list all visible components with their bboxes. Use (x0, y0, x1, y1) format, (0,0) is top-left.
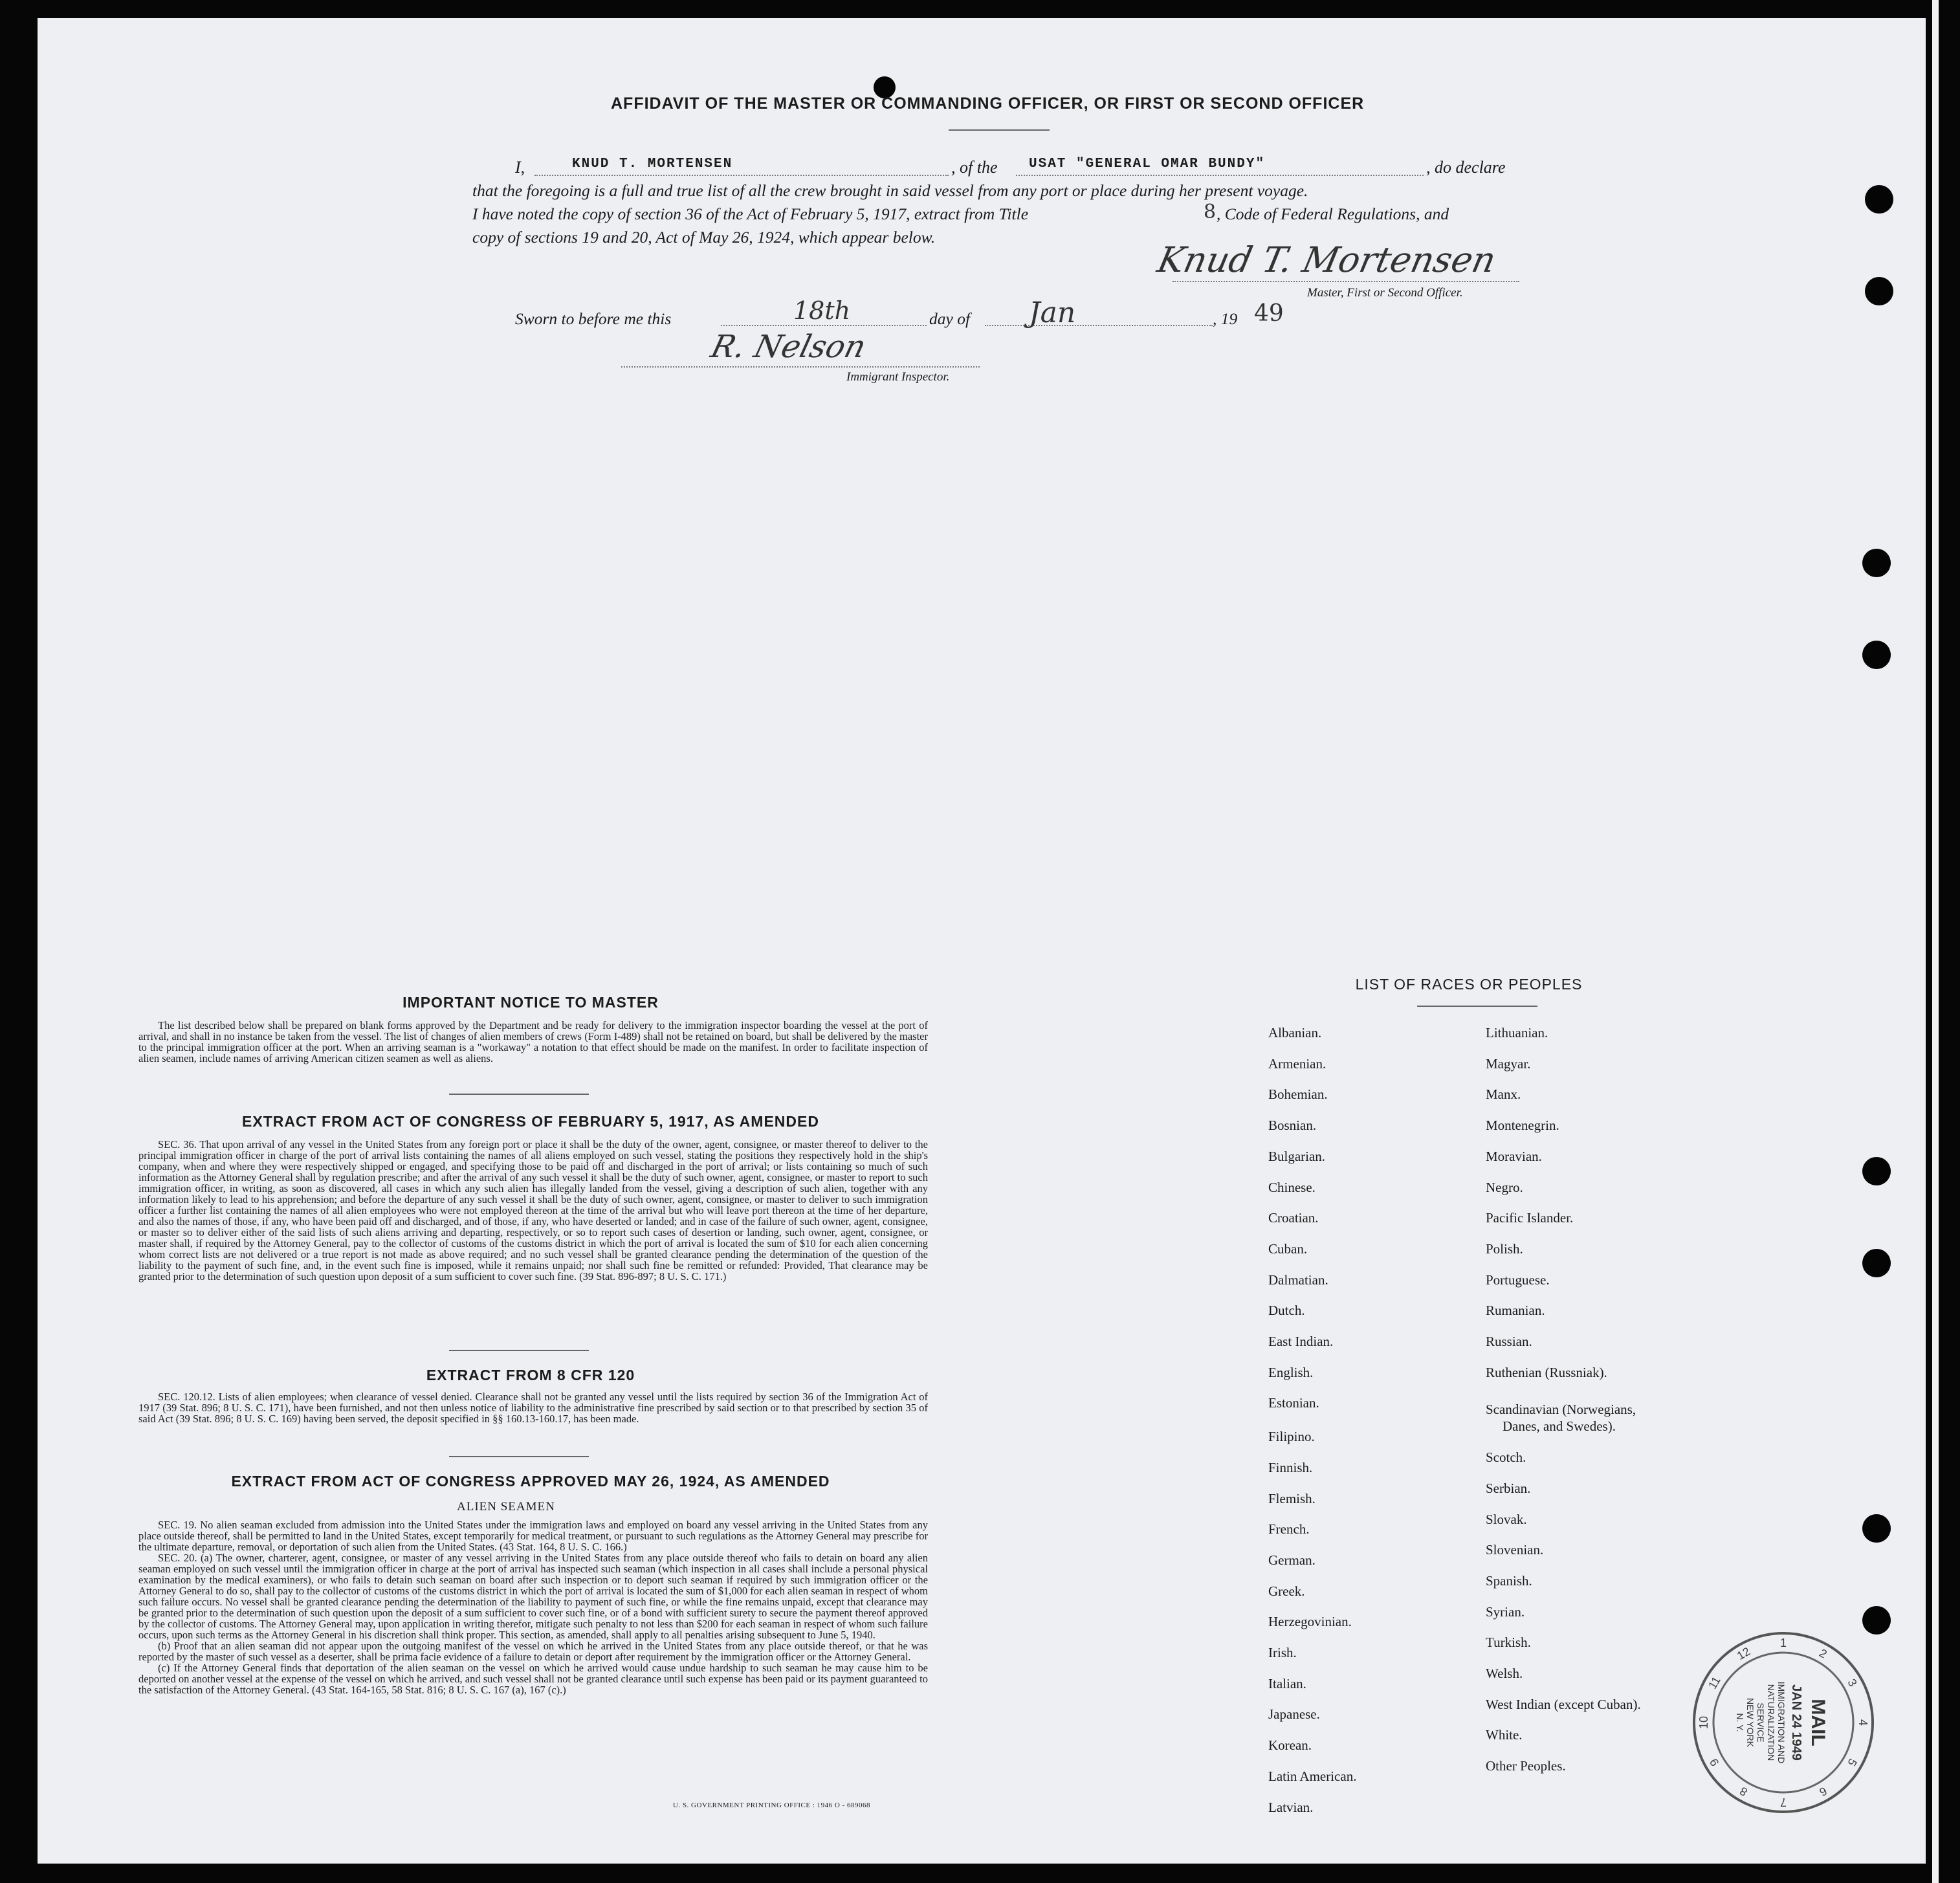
punch-hole (1862, 1157, 1891, 1185)
stamp-date: JAN 24 1949 (1789, 1684, 1803, 1761)
race-item: Turkish. (1486, 1635, 1531, 1651)
affidavit-title: AFFIDAVIT OF THE MASTER OR COMMANDING OFFICER, OR FIRST OR SECOND OFFICER (611, 94, 1365, 113)
race-item: Greek. (1268, 1583, 1305, 1599)
affidavit-line4: copy of sections 19 and 20, Act of May 26, 1924, which appear below. (472, 228, 936, 247)
year-prefix: , 19 (1213, 309, 1238, 328)
notice-heading: IMPORTANT NOTICE TO MASTER (402, 994, 659, 1011)
punch-hole (1862, 641, 1891, 669)
race-item: Rumanian. (1486, 1303, 1545, 1319)
stamp-digit: 6 (1817, 1784, 1829, 1799)
day-of-text: day of (929, 309, 971, 328)
affidavit-line3a: I have noted the copy of section 36 of the Act of February 5, 1917, extract from Title (472, 204, 1029, 223)
stamp-digit: 5 (1845, 1756, 1860, 1768)
master-signature: Knud T. Mortensen (1154, 239, 1500, 280)
sworn-year: 49 (1254, 300, 1284, 327)
extract-cfr-text (138, 1391, 928, 1424)
stamp-digit: 7 (1779, 1796, 1787, 1809)
notice-paragraph: The list described below shall be prepared on blank forms approved by the Department and be ready for delivery to the immigration inspector boarding the vessel at the port of arrival, and shall in no instance be taken from the vessel. The list of changes of alien members of crews (Form I-489) shall not be retained on board, but shall be delivered by the master to the principal immigration officer at the port. When an arriving seaman is a "workaway" a notation to that effect should be made on the manifest. In order to facilitate inspection of alien seamen, include names of arriving American citizen seamen as well as aliens. (138, 1019, 928, 1064)
race-item: Bohemian. (1268, 1086, 1328, 1103)
extract-1917-heading: EXTRACT FROM ACT OF CONGRESS OF FEBRUARY 5, 1917, AS AMENDED (242, 1113, 819, 1130)
race-item: Manx. (1486, 1086, 1521, 1103)
inspector-caption: Immigrant Inspector. (846, 370, 950, 384)
race-item: Montenegrin. (1486, 1118, 1559, 1134)
race-item: Dutch. (1268, 1303, 1305, 1319)
do-declare-text: , do declare (1426, 158, 1506, 177)
sec20a-paragraph: SEC. 20. (a) The owner, charterer, agent, consignee, or master of any vessel arriving in the United States from any place outside thereof who fails to detain on board any alien seaman employed on such vessel until the immigration officer in charge at the port of arrival has inspected such seaman (which inspection in all cases shall include a personal physical examination by the medical examiners), or who fails to detain such seaman on board after such inspection or to deport such seaman if required by such immigration officer or the Attorney General to do so, shall pay to the collector of customs of the customs district in which the port of arrival is located the sum of $1,000 for each alien seaman in respect of whom such failure occurs. No vessel shall be granted clearance pending the determination of the liability to payment of such fine, or while the fine remains unpaid, except that clearance may be granted prior to the determination of such question upon the deposit of a sum sufficient to cover such fine, or of a bond with sufficient surety to secure the payment thereof approved by the collector of customs. The Attorney General may, upon application in writing therefor, mitigate such penalty to not less than $200 for each seaman in respect of whom such failure occurs, upon such terms as the Attorney General in his discretion shall think proper. This section, as amended, shall apply to all penalties arising subsequent to June 5, 1940. (138, 1552, 928, 1641)
inspector-signature: R. Nelson (707, 329, 870, 365)
race-item: Scotch. (1486, 1449, 1526, 1466)
stamp-line5: SERVICE (1756, 1702, 1766, 1743)
races-rule (1417, 1006, 1537, 1007)
race-item: Russian. (1486, 1334, 1532, 1349)
extract-1924-heading: EXTRACT FROM ACT OF CONGRESS APPROVED MAY 26, 1924, AS AMENDED (231, 1473, 830, 1490)
race-item: Bosnian. (1268, 1118, 1317, 1134)
race-item: Filipino. (1268, 1429, 1315, 1445)
section-rule (449, 1350, 589, 1351)
alien-seamen-subheading: ALIEN SEAMEN (457, 1500, 555, 1514)
signature-caption: Master, First or Second Officer. (1307, 286, 1463, 300)
race-item: Estonian. (1268, 1395, 1319, 1411)
extract-cfr-heading: EXTRACT FROM 8 CFR 120 (426, 1367, 635, 1383)
race-item: Bulgarian. (1268, 1148, 1326, 1164)
race-item: Latvian. (1268, 1799, 1314, 1815)
race-item: Welsh. (1486, 1666, 1523, 1681)
race-item: Polish. (1486, 1240, 1523, 1257)
title-number: 8 (1204, 201, 1217, 223)
race-item: White. (1486, 1727, 1523, 1743)
race-item: German. (1268, 1552, 1316, 1568)
race-item: East Indian. (1268, 1334, 1334, 1349)
stamp-digit: 10 (1697, 1715, 1710, 1730)
race-item: Armenian. (1268, 1055, 1327, 1072)
vessel-fill-line (1016, 175, 1424, 176)
stamp-line4: NATURALIZATION (1766, 1684, 1776, 1761)
affidavit-line2: that the foregoing is a full and true list of all the crew brought in said vessel from any port or place during her present voyage. (472, 181, 1308, 200)
race-item: Slovak. (1486, 1511, 1527, 1527)
sec20b-paragraph: (b) Proof that an alien seaman did not appear upon the outgoing manifest of the vessel on which he arrived in the United States from any place outside thereof, or that he was reported by the master of such vessel as a deserter, shall be prima facie evidence of a failure to detain or deport after requirement by the immigration officer or the Attorney General. (138, 1640, 928, 1663)
stamp-digit: 3 (1845, 1677, 1860, 1689)
punch-hole (1862, 1514, 1891, 1543)
race-item: Other Peoples. (1486, 1758, 1566, 1774)
punch-hole (1865, 185, 1893, 214)
sworn-month: Jan (1029, 296, 1076, 329)
stamp-digit: 11 (1706, 1674, 1723, 1691)
of-the-text: , of the (951, 158, 998, 177)
section-rule (449, 1456, 589, 1457)
race-item: Ruthenian (Russniak). (1486, 1364, 1607, 1380)
vessel-name: USAT "GENERAL OMAR BUNDY" (1029, 157, 1266, 171)
punch-hole (1865, 277, 1893, 305)
race-item: Lithuanian. (1486, 1025, 1548, 1041)
race-item: Magyar. (1486, 1055, 1531, 1072)
signature-line (1173, 281, 1519, 282)
title-rule (949, 129, 1050, 131)
race-item: Syrian. (1486, 1603, 1525, 1620)
stamp-center-text (1735, 1682, 1829, 1764)
race-item: Irish. (1268, 1645, 1297, 1660)
race-item: French. (1268, 1521, 1310, 1537)
stamp-digit: 12 (1734, 1644, 1753, 1663)
stamp-line6: NEW YORK (1745, 1698, 1756, 1747)
page-edge (1932, 0, 1939, 1883)
month-fill-line (985, 325, 1213, 326)
notice-text (138, 1020, 928, 1064)
race-item: Dalmatian. (1268, 1272, 1328, 1288)
race-item: Spanish. (1486, 1572, 1532, 1589)
stamp-digit: 1 (1779, 1636, 1787, 1649)
race-item: Danes, and Swedes). (1503, 1418, 1616, 1435)
race-item: Cuban. (1268, 1240, 1308, 1257)
printing-office-imprint: U. S. GOVERNMENT PRINTING OFFICE : 1946 O - 689068 (673, 1801, 871, 1809)
sec36-paragraph: SEC. 36. That upon arrival of any vessel in the United States from any foreign port or place it shall be the duty of the owner, agent, consignee, or master thereof to deliver to the principal immigration officer in charge of the port of arrival lists containing the names of all aliens employed on such vessel, stating the positions they respectively hold in the ship's company, when and where they were respectively shipped or engaged, and specifying those to be paid off and discharged in the port of arrival; or lists containing so much of such information as the Attorney General shall by regulation prescribe; and after the arrival of any such vessel it shall be the duty of such owner, agent, consignee, or master to report to such immigration officer, in writing, as soon as discovered, all cases in which any such alien has illegally landed from the vessel, giving a description of such alien, together with any information likely to lead to his apprehension; and before the departure of any such vessel it shall be the duty of such owner, agent, consignee, or master to deliver to such immigration officer a further list containing the names of all alien employees who were not employed thereon at the time of the arrival but who will leave port thereon at the time of her departure, and also the names of those, if any, who have been paid off and discharged, and of those, if any, who have deserted or landed; and in case of the failure of such owner, agent, consignee, or master so to deliver either of the said lists of such aliens arriving and departing, respectively, or so to report such cases of desertion or landing, such owner, agent, consignee, or master shall, if required by the Attorney General, pay to the collector of customs of the customs district in which the port of arrival is located the sum of $10 for each alien concerning whom correct lists are not delivered or a true report is not made as above required; and no such vessel shall be granted clearance pending the determination of the question of the liability to the payment of such fine, and, in the event such fine is imposed, while it remains unpaid; nor shall such fine be remitted or refunded: Provided, That clearance may be granted prior to the determination of such question upon deposit of a sum sufficient to cover such fine. (39 Stat. 896-897; 8 U. S. C. 171.) (138, 1138, 928, 1283)
race-item: Albanian. (1268, 1025, 1322, 1041)
sec20c-paragraph: (c) If the Attorney General finds that deportation of the alien seaman on the vessel on which he arrived would cause undue hardship to such seaman he may cause him to be deported on another vessel at the expense of the vessel on which he arrived, and such vessel shall not be granted clearance until such expense has been paid or its payment guaranteed to the satisfaction of the Attorney General. (43 Stat. 164-165, 58 Stat. 816; 8 U. S. C. 167 (a), 167 (c).) (138, 1662, 928, 1696)
race-item: Italian. (1268, 1675, 1306, 1691)
race-item: Pacific Islander. (1486, 1210, 1574, 1226)
race-item: Slovenian. (1486, 1542, 1544, 1558)
stamp-digit: 8 (1737, 1784, 1750, 1799)
sworn-day: 18th (793, 296, 851, 325)
race-item: Serbian. (1486, 1480, 1531, 1496)
race-item: Herzegovinian. (1268, 1614, 1352, 1630)
race-item: Scandinavian (Norwegians, (1486, 1402, 1636, 1418)
race-item: West Indian (except Cuban). (1486, 1696, 1641, 1712)
stamp-digit: 9 (1707, 1756, 1722, 1768)
races-heading: LIST OF RACES OR PEOPLES (1355, 976, 1583, 993)
punch-hole (1862, 549, 1891, 577)
race-item: Negro. (1486, 1179, 1523, 1195)
race-item: Moravian. (1486, 1148, 1542, 1164)
affidavit-line3b: , Code of Federal Regulations, and (1217, 204, 1449, 223)
race-item: Japanese. (1268, 1706, 1320, 1723)
immigration-date-stamp (1686, 1625, 1880, 1820)
race-item: Portuguese. (1486, 1272, 1550, 1288)
sec120-paragraph: SEC. 120.12. Lists of alien employees; when clearance of vessel denied. Clearance shall not be granted any vessel until the lists required by section 36 of the Immigration Act of 1917 (39 Stat. 896; 8 U. S. C. 171), have been furnished, and not then unless notice of liability to the administrative fine prescribed by said section or to that prescribed by section 35 of said Act (39 Stat. 896; 8 U. S. C. 169) having been served, the deposit specified in §§ 160.13-160.17, has been made. (138, 1391, 928, 1425)
affidavit-lead: I, (515, 158, 525, 177)
extract-1917-text (138, 1139, 928, 1282)
stamp-line3: IMMIGRATION AND (1776, 1681, 1787, 1764)
inspector-line (621, 366, 980, 368)
sec19-paragraph: SEC. 19. No alien seaman excluded from admission into the United States under the immigration laws and employed on board any vessel arriving in the United States from any place outside thereof, shall be permitted to land in the United States, except temporarily for medical treatment, or pursuant to such regulations as the Attorney General may prescribe for the ultimate departure, removal, or deportation of such alien from the United States. (43 Stat. 164, 8 U. S. C. 166.) (138, 1519, 928, 1553)
race-item: Finnish. (1268, 1459, 1313, 1475)
stamp-digit: 2 (1817, 1646, 1829, 1661)
name-fill-line (534, 175, 949, 176)
stamp-line7: N. Y. (1735, 1713, 1745, 1732)
sworn-text: Sworn to before me this (515, 309, 672, 328)
race-item: Flemish. (1268, 1490, 1316, 1506)
race-item: Latin American. (1268, 1768, 1357, 1784)
stamp-mail: MAIL (1807, 1699, 1829, 1746)
day-fill-line (721, 325, 927, 326)
race-item: English. (1268, 1364, 1314, 1380)
race-item: Croatian. (1268, 1210, 1319, 1226)
stamp-digit: 4 (1856, 1719, 1869, 1726)
extract-1924-text (138, 1519, 928, 1695)
master-name: KNUD T. MORTENSEN (572, 157, 733, 171)
section-rule (449, 1094, 589, 1095)
race-item: Korean. (1268, 1737, 1312, 1754)
punch-hole (1862, 1249, 1891, 1277)
race-item: Chinese. (1268, 1179, 1316, 1195)
